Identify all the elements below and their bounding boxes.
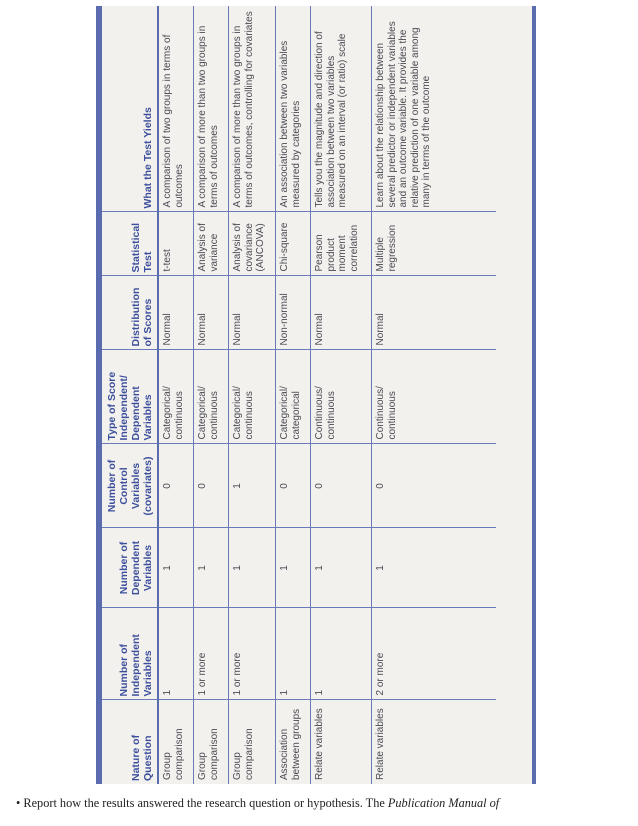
table-cell: 1 [372, 528, 497, 608]
table-cell: Group comparison [229, 700, 276, 784]
table-cell: 1 or more [229, 608, 276, 700]
table-cell: 0 [276, 444, 311, 528]
table-cell: A comparison of two groups in terms of outcomes [158, 6, 194, 212]
table-cell: 1 or more [194, 608, 229, 700]
table-cell: A comparison of more than two groups in terms of outcomes, controlling for covariates [229, 6, 276, 212]
table-row [194, 6, 229, 784]
table-cell: 1 [158, 608, 194, 700]
table-row [276, 6, 311, 784]
table-row [311, 6, 372, 784]
body-text: Report how the results answered the research question or hypothesis. The [20, 796, 388, 810]
table-cell: Association between groups [276, 700, 311, 784]
table-cell: 1 [229, 528, 276, 608]
table-cell: Analysis of variance [194, 212, 229, 276]
table-cell: 1 [311, 528, 372, 608]
table-row [372, 6, 497, 784]
table-cell: 0 [372, 444, 497, 528]
table-cell: 1 [276, 608, 311, 700]
header-cell: Type of Score Independent/ Dependent Variables [102, 350, 158, 444]
table-cell: A comparison of more than two groups in terms of outcomes [194, 6, 229, 212]
table-cell: 1 [311, 608, 372, 700]
table-cell: Analysis of covariance (ANCOVA) [229, 212, 276, 276]
header-cell: Distribution of Scores [102, 276, 158, 350]
table-cell: Group comparison [158, 700, 194, 784]
table-cell: Pearson product moment correlation [311, 212, 372, 276]
table-cell: 0 [158, 444, 194, 528]
table-cell: 1 [229, 444, 276, 528]
table-cell: 2 or more [372, 608, 497, 700]
body-text-line [16, 796, 636, 811]
header-cell: Number of Control Variables (covariates) [102, 444, 158, 528]
table-cell: Normal [229, 276, 276, 350]
table-cell: Continuous/ continuous [372, 350, 497, 444]
table-cell: Normal [372, 276, 497, 350]
table-cell: 0 [311, 444, 372, 528]
table-cell: Tells you the magnitude and direction of association between two variables measured on an interval (or ratio) scale [311, 6, 372, 212]
table-cell: 0 [194, 444, 229, 528]
rotated-table-area [102, 6, 532, 784]
statistical-tests-table [102, 6, 496, 784]
table-cell: 1 [194, 528, 229, 608]
table-cell: Normal [158, 276, 194, 350]
table-cell: Chi-square [276, 212, 311, 276]
header-cell: Nature of Question [102, 700, 158, 784]
table-cell: Continuous/ continuous [311, 350, 372, 444]
header-cell: What the Test Yields [102, 6, 158, 212]
table-cell: 1 [276, 528, 311, 608]
header-row [102, 6, 158, 784]
table-cell: Non-normal [276, 276, 311, 350]
bullet: • [16, 796, 21, 810]
table-cell: An association between two variables measured by categories [276, 6, 311, 212]
table-cell: Normal [194, 276, 229, 350]
table-cell: Relate variables [375, 708, 386, 780]
table-cell: Normal [311, 276, 372, 350]
table-photo [96, 6, 536, 784]
table-row [158, 6, 194, 784]
table-cell: t-test [158, 212, 194, 276]
table-cell: Categorical/ continuous [194, 350, 229, 444]
table-cell: Categorical/ continuous [229, 350, 276, 444]
table-row [229, 6, 276, 784]
table-cell: Relate variables [311, 700, 372, 784]
table-cell: Group comparison [194, 700, 229, 784]
header-cell: Statistical Test [102, 212, 158, 276]
table-cell: Categorical/ categorical [276, 350, 311, 444]
table-cell: Categorical/ continuous [158, 350, 194, 444]
header-cell: Number of Independent Variables [102, 608, 158, 700]
table-cell: Learn about the relationship between several predictor or independent variables and an outcome variable. It provides the relative prediction of one variable among many in terms of the outcome [372, 6, 497, 212]
book-title-italic: Publication Manual of [387, 796, 500, 810]
header-cell: Number of Dependent Variables [102, 528, 158, 608]
table-cell: Multiple regression [372, 212, 497, 276]
table-cell: 1 [158, 528, 194, 608]
